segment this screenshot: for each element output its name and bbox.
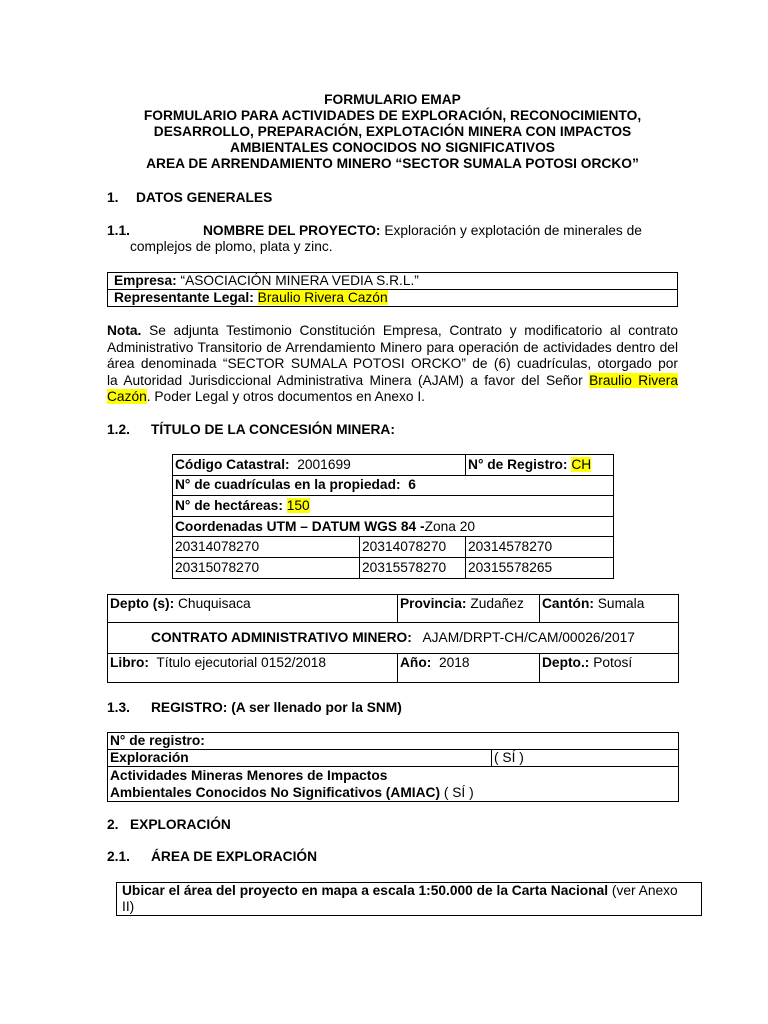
representative-cell: [108, 290, 678, 307]
province-cell: [398, 595, 540, 623]
table-row: [108, 767, 679, 802]
coordinate-cell: 20314578270: [466, 537, 614, 558]
book-department-label: Depto.:: [542, 655, 590, 670]
cadastral-code-cell: [173, 455, 466, 476]
registry-number-value: CH: [571, 456, 592, 472]
table-row: [108, 654, 679, 683]
canton-label: Cantón:: [542, 596, 594, 611]
coordinates-row: [173, 537, 614, 558]
section-number: 2.1.: [107, 849, 130, 864]
book-value: Título ejecutorial 0152/2018: [156, 655, 327, 670]
cadastral-code-label: Código Catastral:: [175, 456, 290, 472]
contract-label: CONTRATO ADMINISTRATIVO MINERO:: [151, 630, 412, 645]
section-1-heading: [107, 190, 678, 206]
coordinates-header-cell: [173, 516, 614, 537]
section-title: REGISTRO: (A ser llenado por la SNM): [151, 700, 402, 715]
note-line: [107, 373, 678, 390]
map-instruction: Ubicar el área del proyecto en mapa a escala 1:50.000 de la Carta Nacional: [122, 883, 609, 898]
project-name-label: NOMBRE DEL PROYECTO:: [203, 223, 381, 238]
note-text: la Autoridad Jurisdiccional Administrativa Minera (AJAM) a favor del Señor: [107, 372, 583, 388]
book-department-value: Potosí: [593, 655, 633, 670]
year-label: Año:: [400, 655, 432, 670]
company-row: [108, 273, 678, 290]
registry-number-cell: [466, 455, 614, 476]
coordinate-cell: 20314078270: [360, 537, 466, 558]
exploration-value-cell: [492, 750, 679, 767]
project-name-paragraph: [130, 223, 678, 255]
representative-label: Representante Legal:: [114, 290, 254, 305]
amiac-cell: [108, 767, 679, 802]
coordinates-row: [173, 557, 614, 578]
canton-value: Sumala: [597, 596, 645, 611]
map-instruction-box: [116, 882, 702, 916]
table-row: [108, 733, 679, 750]
form-header: [107, 92, 678, 172]
section-title: ÁREA DE EXPLORACIÓN: [151, 849, 318, 864]
hectares-cell: [173, 496, 614, 517]
section-title: DATOS GENERALES: [136, 190, 273, 205]
book-department-cell: [540, 654, 679, 683]
note-line: [107, 340, 678, 357]
representative-name: Braulio Rivera Cazón: [257, 290, 388, 305]
note-line: [107, 323, 678, 340]
coordinates-zone: Zona 20: [424, 518, 476, 534]
contract-cell: [108, 623, 679, 654]
coordinate-cell: 20315078270: [173, 557, 360, 578]
coordinates-label: Coordenadas UTM – DATUM WGS 84 -: [175, 518, 425, 534]
table-row: [173, 455, 614, 476]
amiac-label-line: Ambientales Conocidos No Significativos (AMIAC): [110, 785, 441, 800]
form-subtitle-line-1: FORMULARIO PARA ACTIVIDADES DE EXPLORACIÓN, RECONOCIMIENTO,: [143, 108, 642, 123]
table-row: [108, 623, 679, 654]
province-value: Zudañez: [470, 596, 524, 611]
form-area-title: AREA DE ARRENDAMIENTO MINERO “SECTOR SUMALA POTOSI ORCKO”: [146, 156, 639, 171]
section-title: EXPLORACIÓN: [130, 817, 231, 832]
grid-cells-cell: [173, 475, 614, 496]
exploration-value: ( SÍ ): [494, 750, 524, 765]
book-cell: [108, 654, 398, 683]
book-label: Libro:: [110, 655, 149, 670]
note-line: [107, 356, 678, 373]
amiac-value: ( SÍ ): [443, 785, 474, 800]
grid-cells-label: N° de cuadrículas en la propiedad:: [175, 477, 401, 493]
concession-table: [172, 454, 614, 579]
note-highlighted-name: Cazón: [107, 389, 147, 404]
section-title: TÍTULO DE LA CONCESIÓN MINERA:: [151, 422, 395, 437]
representative-row: [108, 290, 678, 307]
map-reference: (ver Anexo II): [122, 883, 678, 914]
section-1-3-heading: [107, 700, 678, 716]
contract-number: AJAM/DRPT-CH/CAM/00026/2017: [422, 630, 635, 645]
section-1-1-number: 1.1.: [107, 223, 130, 238]
table-row: [108, 595, 679, 623]
note-text: área denominada “SECTOR SUMALA POTOSI ORCKO” de (6) cuadrículas, otorgado por: [107, 356, 678, 371]
grid-cells-value: 6: [408, 477, 416, 493]
registry-number-label: N° de registro:: [110, 733, 205, 748]
table-row: [173, 496, 614, 517]
note-label: Nota.: [107, 323, 142, 338]
location-table: [107, 594, 679, 683]
registry-number-label: N° de Registro:: [468, 456, 568, 472]
section-number: 2.: [107, 817, 119, 832]
canton-cell: [540, 595, 679, 623]
department-label: Depto (s):: [110, 596, 175, 611]
note-highlighted-name: Braulio Rivera: [589, 372, 678, 388]
form-title: FORMULARIO EMAP: [324, 92, 461, 107]
coordinate-cell: 20314078270: [173, 537, 360, 558]
table-row: [173, 475, 614, 496]
company-table: [107, 272, 678, 307]
note-text: Se adjunta Testimonio Constitución Empresa, Contrato y modificatorio al contrato: [149, 323, 678, 338]
note-text: Administrativo Transitorio de Arrendamiento Minero para operación de actividades dentro del: [107, 339, 678, 355]
table-row: [173, 516, 614, 537]
section-2-1-heading: [107, 849, 678, 865]
section-number: 1.3.: [107, 700, 130, 715]
section-number: 1.: [107, 190, 119, 205]
coordinate-cell: 20315578265: [466, 557, 614, 578]
year-cell: [398, 654, 540, 683]
form-subtitle-line-3: AMBIENTALES CONOCIDOS NO SIGNIFICATIVOS: [230, 140, 555, 155]
section-number: 1.2.: [107, 422, 130, 437]
hectares-value: 150: [286, 497, 310, 513]
year-value: 2018: [438, 655, 470, 670]
exploration-label: Exploración: [110, 750, 189, 765]
province-label: Provincia:: [400, 596, 467, 611]
amiac-label-line: Actividades Mineras Menores de Impactos: [110, 768, 388, 783]
coordinate-cell: 20315578270: [360, 557, 466, 578]
department-value: Chuquisaca: [178, 596, 251, 611]
company-label: Empresa:: [114, 273, 177, 288]
company-cell: [108, 273, 678, 290]
company-name: “ASOCIACIÓN MINERA VEDIA S.R.L.”: [180, 273, 419, 288]
section-2-heading: [107, 817, 678, 833]
project-name-value: Exploración y explotación de minerales de complejos de plomo, plata y zinc.: [130, 223, 642, 254]
registry-number-cell: [108, 733, 679, 750]
note-closing-text: . Poder Legal y otros documentos en Anexo I.: [146, 389, 425, 404]
exploration-cell: [108, 750, 492, 767]
note-paragraph: [107, 323, 678, 406]
table-row: [108, 750, 679, 767]
note-line: [107, 389, 678, 406]
hectares-label: N° de hectáreas:: [175, 497, 283, 513]
form-subtitle-line-2: DESARROLLO, PREPARACIÓN, EXPLOTACIÓN MINERA CON IMPACTOS: [153, 124, 632, 139]
cadastral-code-value: 2001699: [297, 456, 351, 472]
section-1-2-heading: [107, 422, 678, 438]
registry-table: [107, 732, 679, 802]
department-cell: [108, 595, 398, 623]
